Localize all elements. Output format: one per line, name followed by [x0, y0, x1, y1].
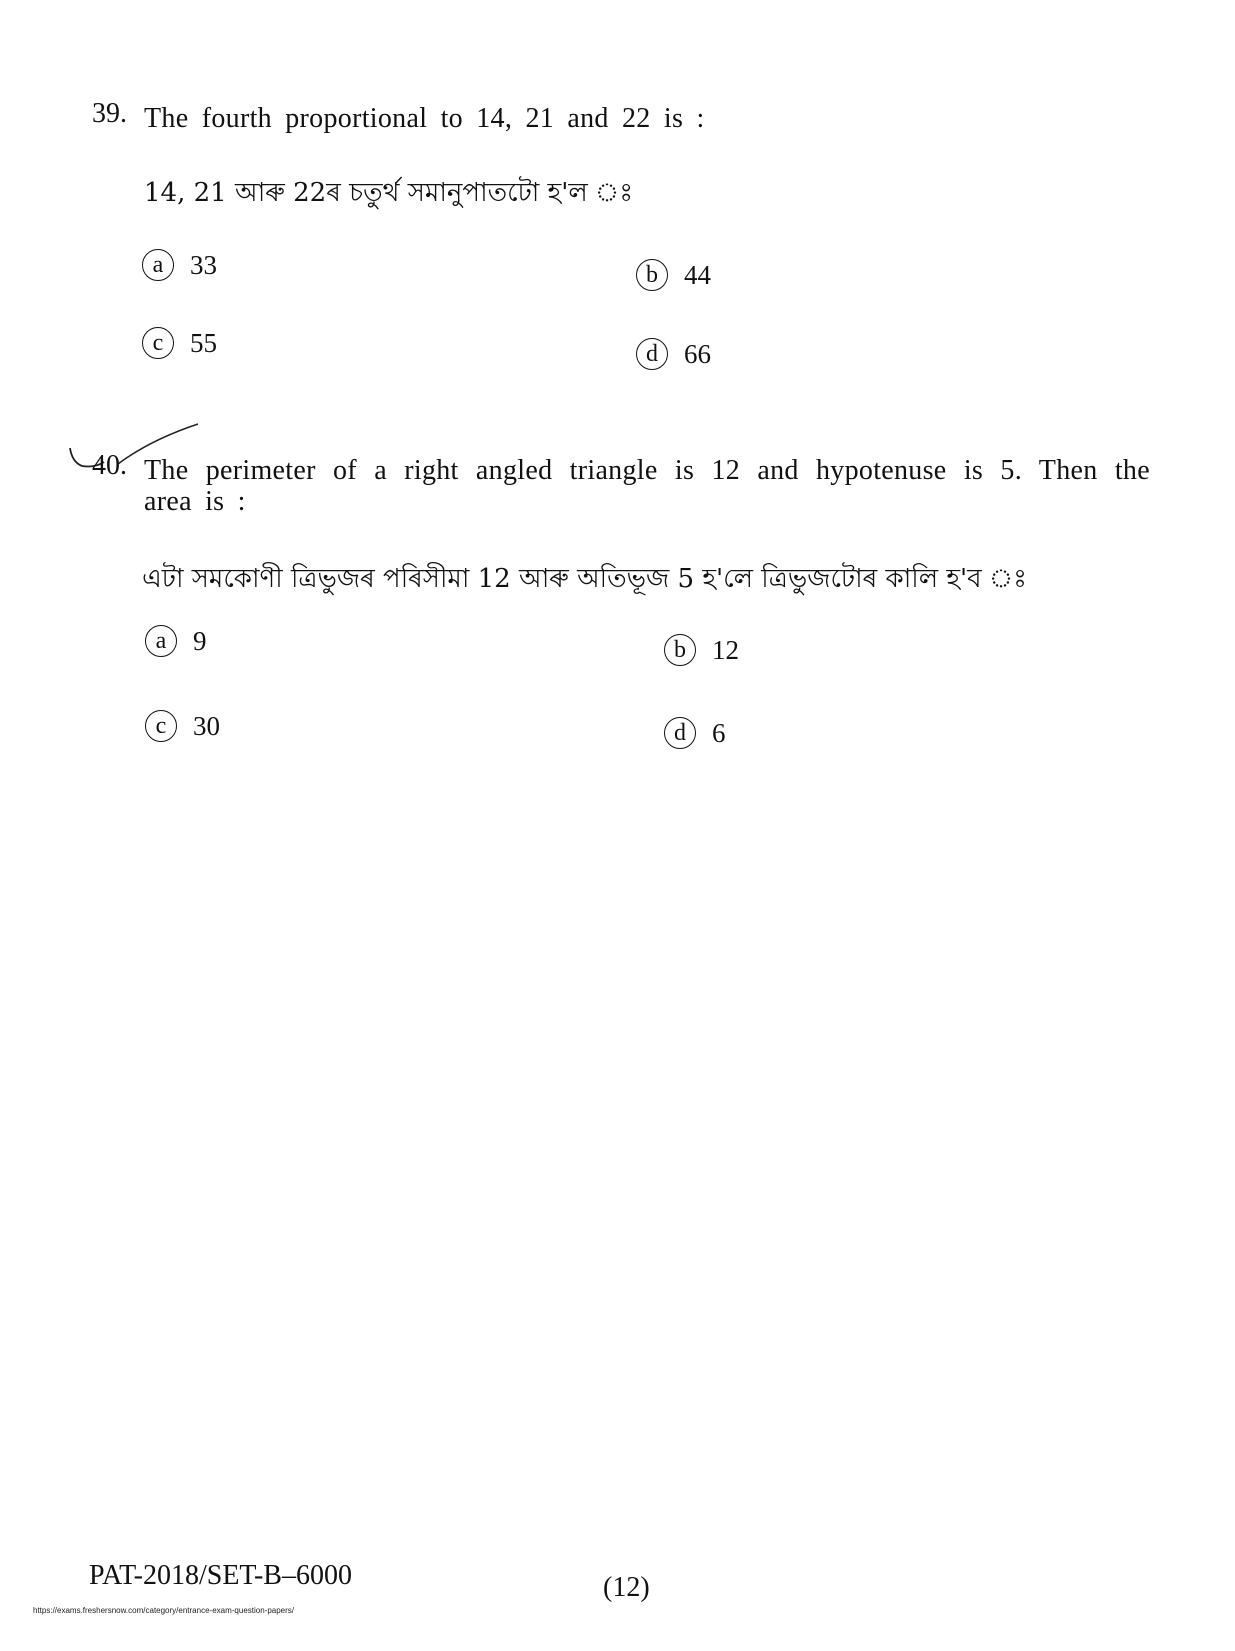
option-b-circle: b	[664, 634, 696, 666]
question-40-text-english-line1: The perimeter of a right angled triangle is 12 and hypotenuse is 5. Then the	[144, 455, 1150, 486]
option-d-value: 66	[684, 338, 711, 369]
footer-exam-code: PAT-2018/SET-B–6000	[89, 1560, 352, 1591]
question-39-text-english: The fourth proportional to 14, 21 and 22 is :	[144, 103, 705, 134]
option-b-value: 12	[712, 634, 739, 665]
option-a-value: 9	[193, 625, 207, 656]
option-d-value: 6	[712, 717, 726, 748]
question-40-option-a[interactable]	[145, 625, 207, 657]
question-40-option-d[interactable]	[664, 717, 726, 749]
option-c-value: 55	[190, 327, 217, 358]
option-a-circle: a	[145, 625, 177, 657]
question-40-number: 40.	[92, 450, 127, 481]
question-40-text-english-line2: area is :	[144, 486, 246, 517]
option-a-value: 33	[190, 249, 217, 280]
option-c-value: 30	[193, 710, 220, 741]
option-c-circle: c	[142, 327, 174, 359]
option-c-circle: c	[145, 710, 177, 742]
question-40-option-b[interactable]	[664, 634, 739, 666]
option-b-circle: b	[636, 259, 668, 291]
question-40-option-c[interactable]	[145, 710, 220, 742]
option-d-circle: d	[664, 717, 696, 749]
option-b-value: 44	[684, 259, 711, 290]
question-39-number: 39.	[92, 98, 127, 129]
option-a-circle: a	[142, 249, 174, 281]
footer-page-number: (12)	[603, 1572, 650, 1603]
option-d-circle: d	[636, 338, 668, 370]
footer-url[interactable]: https://exams.freshersnow.com/category/entrance-exam-question-papers/	[33, 1606, 295, 1615]
question-39-text-assamese: 14, 21 আৰু 22ৰ চতুৰ্থ সমানুপাতটো হ'ল ঃ	[144, 178, 634, 208]
question-40-text-assamese: এটা সমকোণী ত্ৰিভুজৰ পৰিসীমা 12 আৰু অতিভূজ 5 হ'লে ত্ৰিভুজটোৰ কালি হ'ব ঃ	[142, 564, 1028, 594]
